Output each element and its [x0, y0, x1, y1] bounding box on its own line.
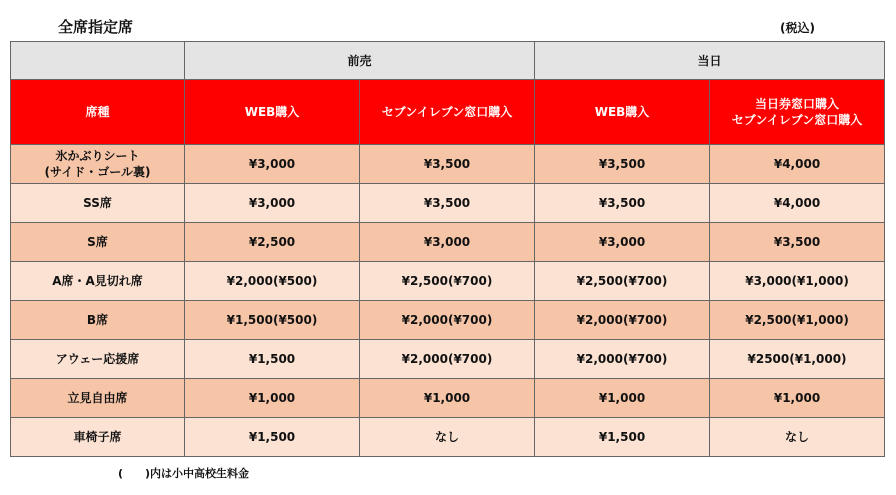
dayof-window-price-cell: ¥4,000: [710, 184, 885, 223]
group-header-dayof: 当日: [535, 42, 885, 80]
dayof-web-price-cell: ¥2,000(¥700): [535, 340, 710, 379]
column-header-row: [11, 80, 885, 145]
dayof-window-price-cell: ¥2,500(¥1,000): [710, 301, 885, 340]
presale-seven-price-cell: ¥2,000(¥700): [360, 301, 535, 340]
dayof-web-price-cell: ¥3,000: [535, 223, 710, 262]
column-header-presale-web: WEB購入: [185, 80, 360, 145]
dayof-web-price-cell: ¥2,500(¥700): [535, 262, 710, 301]
dayof-window-price-cell: ¥2500(¥1,000): [710, 340, 885, 379]
dayof-web-price-cell: ¥2,000(¥700): [535, 301, 710, 340]
seat-type-cell: アウェー応援席: [11, 340, 185, 379]
seat-type-cell: A席・A見切れ席: [11, 262, 185, 301]
presale-web-price-cell: ¥1,000: [185, 379, 360, 418]
presale-seven-price-cell: ¥3,500: [360, 145, 535, 184]
column-header-dayof-web: WEB購入: [535, 80, 710, 145]
seat-type-cell: 氷かぶりシート (サイド・ゴール裏): [11, 145, 185, 184]
presale-web-price-cell: ¥1,500: [185, 418, 360, 457]
table-row: [11, 184, 885, 223]
price-table: [10, 41, 885, 457]
presale-seven-price-cell: ¥2,500(¥700): [360, 262, 535, 301]
dayof-window-price-cell: ¥1,000: [710, 379, 885, 418]
table-row: [11, 340, 885, 379]
column-header-presale-seven: セブンイレブン窓口購入: [360, 80, 535, 145]
presale-web-price-cell: ¥3,000: [185, 145, 360, 184]
presale-seven-price-cell: ¥3,500: [360, 184, 535, 223]
column-header-seat-type: 席種: [11, 80, 185, 145]
dayof-web-price-cell: ¥1,000: [535, 379, 710, 418]
dayof-window-price-cell: ¥4,000: [710, 145, 885, 184]
presale-web-price-cell: ¥1,500(¥500): [185, 301, 360, 340]
table-row: [11, 145, 885, 184]
column-header-dayof-window: 当日券窓口購入 セブンイレブン窓口購入: [710, 80, 885, 145]
seat-type-cell: S席: [11, 223, 185, 262]
table-row: [11, 262, 885, 301]
dayof-web-price-cell: ¥3,500: [535, 184, 710, 223]
page-title: 全席指定席: [58, 18, 134, 36]
group-header-row: [11, 42, 885, 80]
group-header-presale: 前売: [185, 42, 535, 80]
presale-seven-price-cell: なし: [360, 418, 535, 457]
footnote: ( )内は小中高校生料金: [118, 467, 250, 480]
seat-type-cell: 立見自由席: [11, 379, 185, 418]
presale-seven-price-cell: ¥2,000(¥700): [360, 340, 535, 379]
seat-type-cell: 車椅子席: [11, 418, 185, 457]
dayof-window-price-cell: ¥3,500: [710, 223, 885, 262]
presale-web-price-cell: ¥2,000(¥500): [185, 262, 360, 301]
table-row: [11, 301, 885, 340]
table-row: [11, 223, 885, 262]
presale-web-price-cell: ¥3,000: [185, 184, 360, 223]
table-row: [11, 379, 885, 418]
seat-type-cell: B席: [11, 301, 185, 340]
tax-note: (税込): [780, 21, 815, 35]
group-header-empty: [11, 42, 185, 80]
seat-type-cell: SS席: [11, 184, 185, 223]
dayof-window-price-cell: なし: [710, 418, 885, 457]
presale-seven-price-cell: ¥3,000: [360, 223, 535, 262]
dayof-web-price-cell: ¥1,500: [535, 418, 710, 457]
dayof-window-price-cell: ¥3,000(¥1,000): [710, 262, 885, 301]
table-row: [11, 418, 885, 457]
dayof-web-price-cell: ¥3,500: [535, 145, 710, 184]
presale-seven-price-cell: ¥1,000: [360, 379, 535, 418]
presale-web-price-cell: ¥1,500: [185, 340, 360, 379]
presale-web-price-cell: ¥2,500: [185, 223, 360, 262]
